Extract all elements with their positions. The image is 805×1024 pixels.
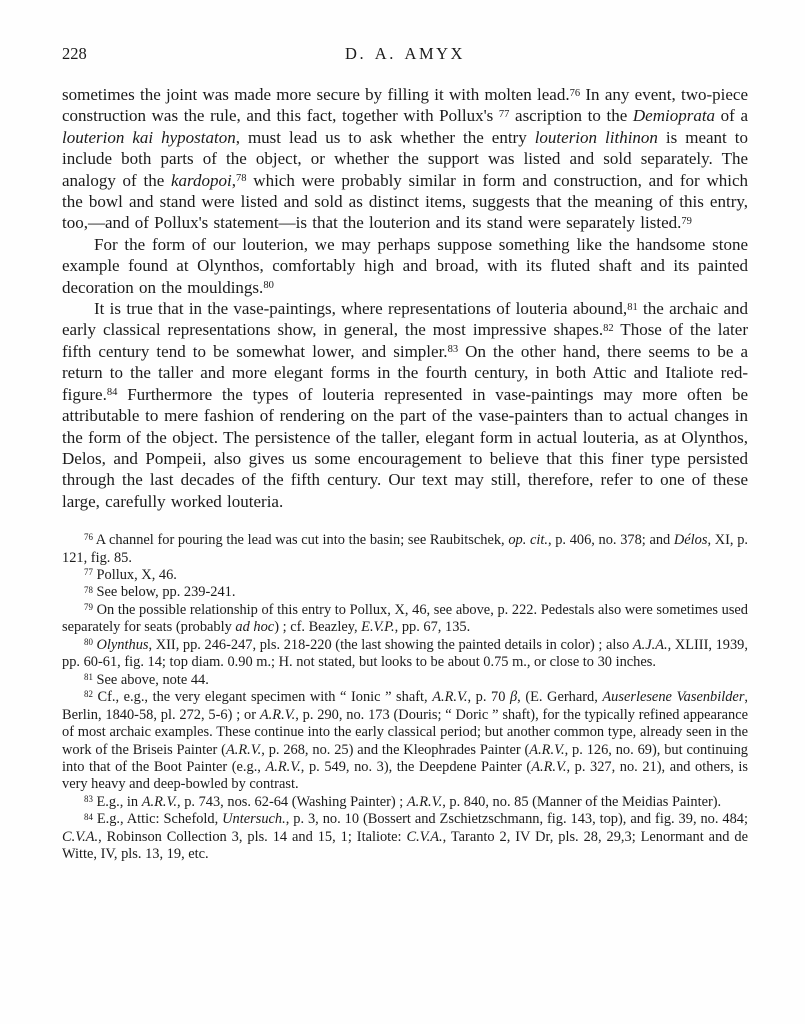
- italic-text: kardopoi: [171, 170, 232, 190]
- footnote-ref: 77: [498, 108, 510, 120]
- footnote-number: 84: [84, 811, 93, 822]
- body-paragraph: [62, 298, 748, 512]
- text-run: , XI, p. 121, fig. 85.: [62, 532, 748, 566]
- text-run: , (E. Gerhard,: [517, 689, 603, 706]
- italic-text: A.R.V.: [432, 689, 468, 706]
- article-body: [62, 84, 748, 512]
- footnote-number: 81: [84, 672, 93, 683]
- text-run: On the possible relationship of this entry to Pollux, X, 46, see above, p. 222. Pedestals also were sometimes used separately for seats (probably: [62, 601, 748, 636]
- footnote: [62, 811, 748, 863]
- text-run: ) ; cf. Beazley,: [274, 619, 362, 636]
- italic-text: A.R.V.: [225, 741, 262, 758]
- footnote: [62, 637, 748, 672]
- footnote: [62, 602, 748, 637]
- footnote-ref: 83: [447, 344, 459, 356]
- text-run: , p. 327, no. 21), and others, is very heavy and deep-bowled by contrast.: [62, 759, 749, 793]
- text-run: , p. 268, no. 25) and the Kleophrades Painter (: [261, 741, 530, 758]
- text-run: , p. 70: [467, 689, 510, 706]
- body-paragraph: [62, 84, 748, 234]
- footnote: [62, 689, 748, 794]
- italic-text: op. cit.: [508, 532, 548, 549]
- text-run: Cf., e.g., the very elegant specimen with “ Ionic ” shaft,: [97, 689, 433, 706]
- text-run: , p. 743, nos. 62-64 (Washing Painter) ;: [177, 793, 407, 810]
- text-run: , p. 406, no. 378; and: [547, 532, 674, 549]
- italic-text: Demioprata: [632, 106, 716, 126]
- footnote-ref: 82: [603, 323, 614, 335]
- italic-text: louterion lithinon: [534, 127, 658, 147]
- italic-text: C.V.A.: [406, 828, 443, 845]
- page-number: 228: [62, 44, 87, 63]
- text-run: A channel for pouring the lead was cut into the basin; see Raubitschek,: [95, 532, 509, 549]
- text-run: ,: [231, 170, 237, 190]
- footnote-number: 82: [84, 689, 93, 700]
- footnote-number: 80: [84, 637, 93, 648]
- italic-text: Délos: [673, 532, 708, 549]
- text-run: is meant to include both parts of the object, or whether the support was listed and sold separately. The analogy of the: [62, 127, 748, 190]
- text-run: Pollux, X, 46.: [96, 567, 177, 584]
- italic-text: A.R.V.: [531, 759, 567, 776]
- text-run: Furthermore the types of louteria represented in vase-paintings may more often be attributable to mere fashion of rendering on the part of the vase-painters than to actual changes in the form of the object. The persistence of the taller, elegant form in actual louteria, as at Olynthos, Delos, and Pompeii, also gives us some encouragement to believe that this finer type persisted through the last decades of the fifth century. Our text may still, therefore, refer to one of these large, carefully worked louteria.: [62, 384, 748, 511]
- footnote-number: 83: [84, 794, 93, 805]
- footnote: [62, 584, 748, 601]
- text-run: , Taranto 2, IV Dr, pls. 28, 29,3; Lenormant and de Witte, IV, pls. 13, 19, etc.: [62, 828, 748, 863]
- text-run: of a: [715, 106, 748, 126]
- italic-text: A.R.V.: [406, 793, 443, 810]
- italic-text: A.J.A.: [632, 636, 668, 653]
- page-header: [62, 44, 748, 63]
- footnote: [62, 794, 748, 811]
- text-run: , XLIII, 1939, pp. 60-61, fig. 14; top diam. 0.90 m.; H. not stated, but looks to be about 0.75 m., or close to 30 inches.: [62, 636, 748, 671]
- italic-text: Olynthus: [96, 636, 149, 653]
- footnote: [62, 532, 748, 567]
- footnote-number: 78: [84, 584, 93, 595]
- italic-text: E.V.P.: [361, 619, 395, 636]
- italic-text: Untersuch.: [222, 811, 286, 828]
- footnote: [62, 567, 748, 584]
- text-run: , p. 290, no. 173 (Douris; “ Doric ” shaft), for the typically refined appearance of most archaic examples. These continue into the early classical period; but another common type, already seen in the work of the Briseis Painter (: [62, 706, 749, 758]
- italic-text: A.R.V.: [529, 741, 565, 758]
- text-run: On the other hand, there seems to be a return to the taller and more elegant forms in the fourth century, in both Attic and Italiote red-figure.: [62, 341, 749, 404]
- text-run: which were probably similar in form and construction, and for which the bowl and stand were listed and sold as distinct items, suggests that the meaning of this entry, too,—and of Pollux's statement—is that the louterion and its stand were separately listed.: [62, 170, 749, 233]
- italic-text: louterion kai hypostaton: [62, 127, 236, 147]
- footnote-number: 77: [84, 567, 93, 578]
- italic-text: A.R.V.: [259, 706, 296, 723]
- text-run: , p. 840, no. 85 (Manner of the Meidias Painter).: [442, 793, 722, 810]
- text-run: , Robinson Collection 3, pls. 14 and 15, 1; Italiote:: [98, 828, 407, 845]
- text-run: , must lead us to ask whether the entry: [235, 127, 535, 147]
- footnote-ref: 78: [236, 173, 247, 185]
- text-run: , p. 549, no. 3), the Deepdene Painter (: [300, 759, 532, 776]
- text-run: See below, pp. 239-241.: [96, 584, 236, 601]
- text-run: , p. 126, no. 69), but continuing into that of the Boot Painter (e.g.,: [62, 741, 748, 776]
- footnote: [62, 672, 748, 689]
- text-run: E.g., Attic: Schefold,: [96, 811, 223, 828]
- text-run: E.g., in: [96, 793, 142, 810]
- text-run: ascription to the: [509, 106, 633, 126]
- text-run: , XII, pp. 246-247, pls. 218-220 (the last showing the painted details in color) ; also: [148, 636, 633, 653]
- footnote-ref: 79: [681, 216, 692, 228]
- italic-text: β: [509, 689, 518, 706]
- footnotes-section: [62, 532, 748, 864]
- footnote-ref: 76: [569, 87, 581, 99]
- text-run: , Berlin, 1840-58, pl. 272, 5-6) ; or: [62, 689, 749, 723]
- italic-text: A.R.V.: [141, 793, 177, 810]
- body-paragraph: [62, 234, 748, 298]
- text-run: For the form of our louterion, we may perhaps suppose something like the handsome stone example found at Olynthos, comfortably high and broad, with its fluted shaft and its painted decoration on the mouldings.: [62, 234, 748, 297]
- text-run: the archaic and early classical representations show, in general, the most impressive shapes.: [62, 299, 748, 340]
- footnote-number: 76: [84, 532, 93, 543]
- italic-text: ad hoc: [235, 619, 275, 636]
- text-run: sometimes the joint was made more secure by filling it with molten lead.: [62, 85, 570, 104]
- text-run: , p. 3, no. 10 (Bossert and Zschietzschmann, fig. 143, top), and fig. 39, no. 484;: [285, 811, 748, 828]
- footnote-ref: 80: [263, 280, 274, 292]
- footnote-number: 79: [84, 602, 93, 613]
- text-run: , pp. 67, 135.: [394, 619, 471, 636]
- italic-text: C.V.A.: [62, 828, 99, 845]
- footnote-ref: 81: [627, 301, 638, 313]
- footnote-ref: 84: [106, 387, 118, 399]
- text-run: See above, note 44.: [96, 671, 209, 688]
- text-run: It is true that in the vase-paintings, where representations of louteria abound,: [94, 299, 628, 319]
- italic-text: Auserlesene Vasenbilder: [602, 689, 745, 706]
- text-run: Those of the later fifth century tend to be somewhat lower, and simpler.: [62, 320, 748, 361]
- italic-text: A.R.V.: [265, 759, 301, 776]
- text-run: In any event, two-piece construction was the rule, and this fact, together with Pollux's: [62, 85, 749, 126]
- running-head: D. A. AMYX: [345, 44, 465, 63]
